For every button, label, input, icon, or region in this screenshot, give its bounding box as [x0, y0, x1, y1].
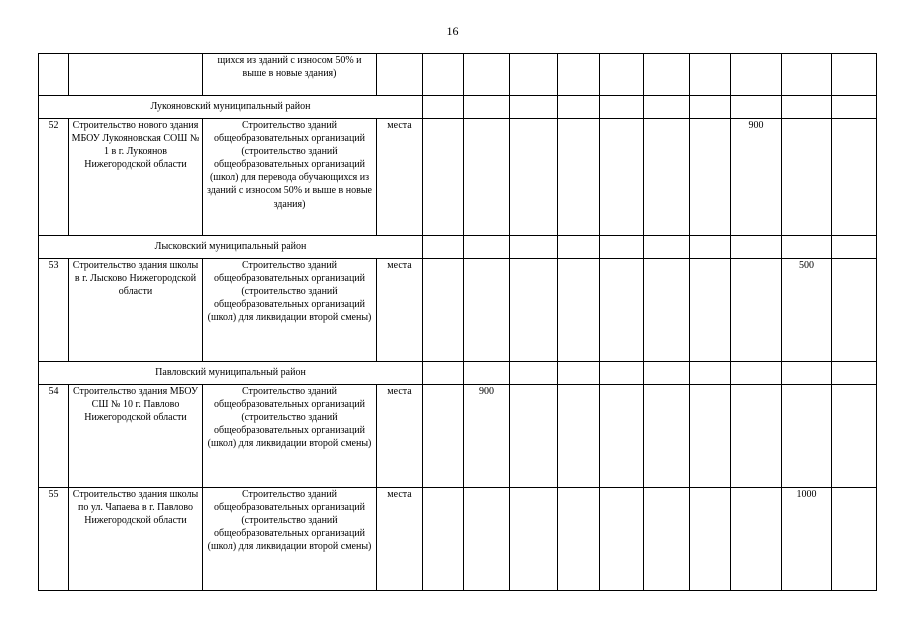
value-cell [600, 488, 644, 591]
value-cell [832, 236, 877, 259]
value-cell [832, 54, 877, 96]
name-cell: Строительство здания школы в г. Лысково Нижегородской области [69, 259, 203, 362]
table-row [39, 488, 877, 591]
value-cell [731, 488, 782, 591]
value-cell [558, 488, 600, 591]
unit-cell: места [377, 119, 423, 236]
desc-cell: Строительство зданий общеобразовательных организаций (строительство зданий общеобразовательных организаций (школ) для ликвидации второй смены) [203, 259, 377, 362]
desc-cell: Строительство зданий общеобразовательных организаций (строительство зданий общеобразовательных организаций (школ) для перевода обучающихся из зданий с износом 50% и выше в новые здания) [203, 119, 377, 236]
name-cell: Строительство здания школы по ул. Чапаева в г. Павлово Нижегородской области [69, 488, 203, 591]
value-cell [690, 54, 731, 96]
value-cell [510, 259, 558, 362]
desc-cell: щихся из зданий с износом 50% и выше в новые здания) [203, 54, 377, 96]
value-cell [464, 488, 510, 591]
num-cell: 53 [39, 259, 69, 362]
value-cell [731, 96, 782, 119]
value-cell [600, 362, 644, 385]
num-cell: 52 [39, 119, 69, 236]
value-cell [690, 96, 731, 119]
data-table [38, 53, 877, 591]
value-cell [690, 385, 731, 488]
district-label: Лысковский муниципальный район [39, 236, 423, 259]
value-cell [558, 96, 600, 119]
value-cell [558, 119, 600, 236]
value-cell [644, 385, 690, 488]
value-cell [832, 96, 877, 119]
unit-cell: места [377, 259, 423, 362]
value-cell [558, 259, 600, 362]
value-cell [782, 96, 832, 119]
value-cell [690, 236, 731, 259]
value-cell [600, 96, 644, 119]
value-cell [832, 488, 877, 591]
value-cell [510, 362, 558, 385]
value-cell [690, 259, 731, 362]
value-cell [464, 96, 510, 119]
desc-cell: Строительство зданий общеобразовательных организаций (строительство зданий общеобразовательных организаций (школ) для ликвидации второй смены) [203, 385, 377, 488]
table-row [39, 259, 877, 362]
value-cell [510, 96, 558, 119]
num-cell: 54 [39, 385, 69, 488]
desc-cell: Строительство зданий общеобразовательных организаций (строительство зданий общеобразовательных организаций (школ) для ликвидации второй смены) [203, 488, 377, 591]
value-cell [423, 96, 464, 119]
value-cell: 900 [731, 119, 782, 236]
value-cell [510, 119, 558, 236]
value-cell [423, 54, 464, 96]
value-cell [644, 259, 690, 362]
value-cell [690, 488, 731, 591]
value-cell [464, 236, 510, 259]
value-cell [600, 236, 644, 259]
unit-cell: места [377, 385, 423, 488]
unit-cell: места [377, 488, 423, 591]
value-cell: 900 [464, 385, 510, 488]
value-cell [558, 236, 600, 259]
value-cell [832, 259, 877, 362]
value-cell [423, 362, 464, 385]
value-cell [558, 362, 600, 385]
value-cell [558, 54, 600, 96]
district-row [39, 362, 877, 385]
district-label: Павловский муниципальный район [39, 362, 423, 385]
value-cell [644, 96, 690, 119]
value-cell [731, 236, 782, 259]
value-cell [423, 236, 464, 259]
value-cell [731, 362, 782, 385]
value-cell [782, 362, 832, 385]
value-cell [423, 259, 464, 362]
value-cell [510, 236, 558, 259]
value-cell [558, 385, 600, 488]
district-row [39, 236, 877, 259]
value-cell [464, 119, 510, 236]
table-row [39, 119, 877, 236]
value-cell [510, 54, 558, 96]
value-cell [423, 119, 464, 236]
value-cell: 1000 [782, 488, 832, 591]
value-cell [510, 488, 558, 591]
table-row-continuation [39, 54, 877, 96]
value-cell [832, 119, 877, 236]
district-label: Лукояновский муниципальный район [39, 96, 423, 119]
value-cell [423, 385, 464, 488]
num-cell: 55 [39, 488, 69, 591]
value-cell [644, 119, 690, 236]
value-cell [644, 54, 690, 96]
num-cell [39, 54, 69, 96]
value-cell [600, 119, 644, 236]
value-cell [690, 362, 731, 385]
name-cell [69, 54, 203, 96]
value-cell [731, 385, 782, 488]
value-cell [600, 54, 644, 96]
value-cell [832, 385, 877, 488]
value-cell [644, 236, 690, 259]
value-cell [464, 362, 510, 385]
value-cell [644, 362, 690, 385]
value-cell [731, 54, 782, 96]
value-cell [690, 119, 731, 236]
unit-cell [377, 54, 423, 96]
value-cell [644, 488, 690, 591]
table-row [39, 385, 877, 488]
value-cell [731, 259, 782, 362]
value-cell [782, 119, 832, 236]
name-cell: Строительство здания МБОУ СШ № 10 г. Павлово Нижегородской области [69, 385, 203, 488]
value-cell [464, 259, 510, 362]
district-row [39, 96, 877, 119]
value-cell [782, 385, 832, 488]
value-cell [782, 54, 832, 96]
value-cell [832, 362, 877, 385]
value-cell [510, 385, 558, 488]
value-cell: 500 [782, 259, 832, 362]
value-cell [423, 488, 464, 591]
value-cell [782, 236, 832, 259]
value-cell [464, 54, 510, 96]
page-number: 16 [446, 24, 459, 38]
name-cell: Строительство нового здания МБОУ Лукояновская СОШ № 1 в г. Лукоянов Нижегородской области [69, 119, 203, 236]
value-cell [600, 385, 644, 488]
value-cell [600, 259, 644, 362]
